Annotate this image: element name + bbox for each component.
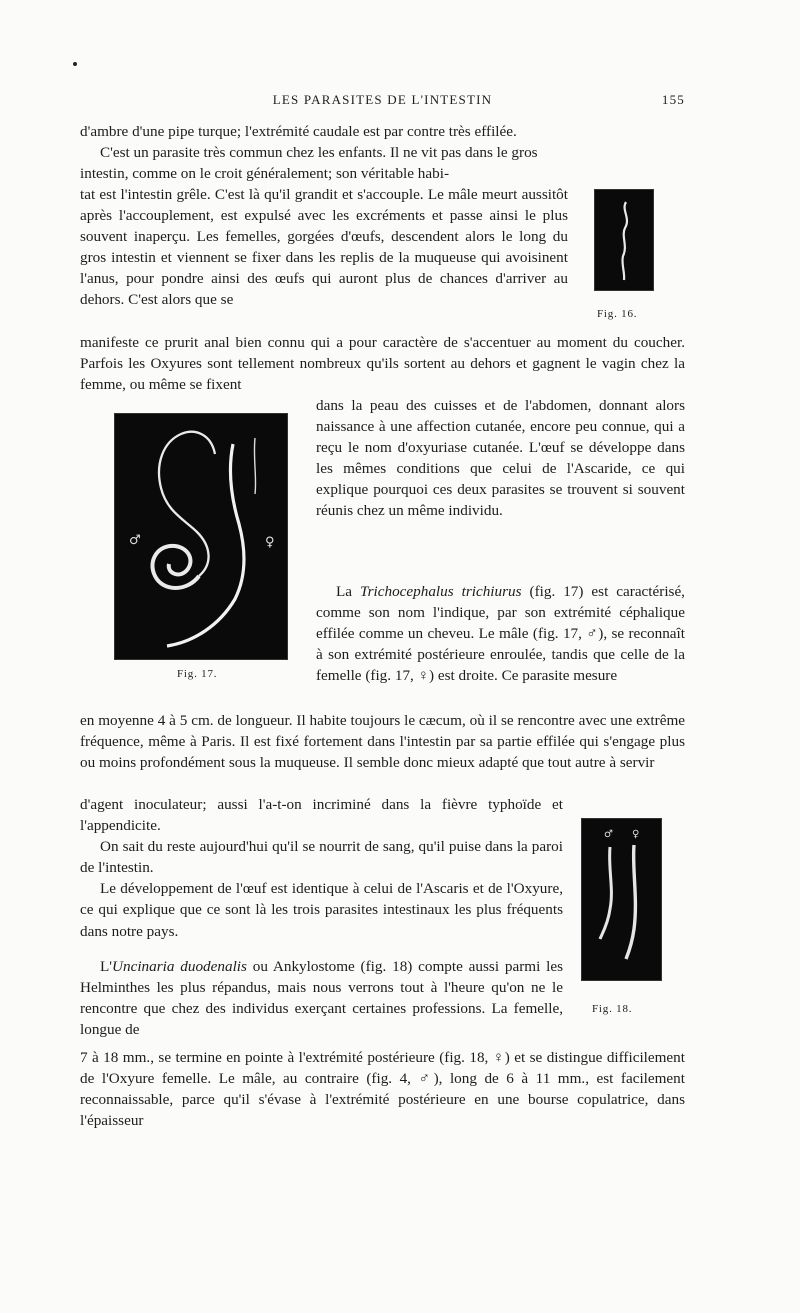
running-title: LES PARASITES DE L'INTESTIN <box>272 92 493 107</box>
fig17-female-symbol: ♀ <box>265 535 275 550</box>
figure-17-caption: Fig. 17. <box>177 668 218 680</box>
paragraph-oxyuriase: dans la peau des cuisses et de l'abdomen, donnant alors naissance à une affection cutanée, encore peu connue, qui a reçu le nom d'oxyuriase cutanée. L'œuf se développe dans les mêmes conditions que celui de l'Ascaride, ce qui explique pourquoi ces deux parasites se trouvent si souvent réunis chez un même individu. <box>316 397 685 520</box>
text-line: d'ambre d'une pipe turque; l'extrémité caudale est par contre très effilée. <box>80 123 517 140</box>
species-name: Trichocephalus trichiurus <box>360 583 522 600</box>
fig18-female-symbol: ♀ <box>632 829 640 840</box>
paragraph-ankylostome: 7 à 18 mm., se termine en pointe à l'extrémité postérieure (fig. 18, ♀) et se distingue difficilement de l'Oxyure femelle. Le mâle, au contraire (fig. 4, ♂), long de 6 à 11 mm., est facilement reconnaissable, parce qu'il s'évase à l'extrémité postérieure en une bourse copulatrice, dans l'épaisseur <box>80 1049 685 1130</box>
paragraph-trichocephalus: La Trichocephalus trichiurus (fig. 17) est caractérisé, comme son nom l'indique, par son extrémité céphalique effilée comme un cheveu. Le mâle (fig. 17, ♂), se reconnaît à son extrémité postérieure enroulée, tandis que celle de la femelle (fig. 17, ♀) est droite. Ce parasite mesure <box>316 583 685 685</box>
figure-17-image <box>114 413 288 660</box>
paragraph-inoculateur: d'agent inoculateur; aussi l'a-t-on incriminé dans la fièvre typhoïde et l'appendicite. On sait du reste aujourd'hui qu'il se nourrit de sang, qu'il puise dans la paroi de l'intestin. Le développement de l'œuf est identique à celui de l'Ascaris et de l'Oxyure, ce qui explique que ce sont là les trois parasites intestinaux les plus fréquents dans notre pays. L'Uncinaria duodenalis ou Ankylostome (fig. 18) compte aussi parmi les Helminthes les plus répandus, mais nous verrons tout à l'heure qu'on ne le rencontre que chez des individus exerçant certaines professions. La femelle, longue de <box>80 796 563 1038</box>
speck-mark <box>73 62 77 66</box>
page-number: 155 <box>661 92 685 107</box>
fig18-male-symbol: ♂ <box>604 829 613 840</box>
paragraph-prurit: manifeste ce prurit anal bien connu qui a pour caractère de s'accentuer au moment du coucher. Parfois les Oxyures sont tellement nombreux qu'ils sortent au dehors et gagnent le vagin chez la femme, ou même se fixent <box>80 334 685 394</box>
fig17-male-symbol: ♂ <box>129 533 141 548</box>
figure-18-image <box>581 818 662 981</box>
running-header <box>80 92 685 114</box>
figure-16-image <box>594 189 654 291</box>
paragraph-oxyure-intro <box>80 121 685 184</box>
paragraph-oxyure-habitat: tat est l'intestin grêle. C'est là qu'il grandit et s'accouple. Le mâle meurt aussitôt après l'accouplement, est expulsé avec les excréments et passe ainsi le plus souvent inaperçu. Les femelles, gorgées d'œufs, descendent alors le long du gros intestin et viennent se fixer dans les replis de la muqueuse qui avoisinent l'anus, pour pondre ainsi des œufs qui auront plus de chances d'arriver au dehors. C'est alors que se <box>80 186 568 309</box>
text-line: C'est un parasite très commun chez les enfants. Il ne vit pas dans le gros <box>100 144 538 162</box>
text-line: intestin, comme on le croit généralement; son véritable habi- <box>80 165 450 183</box>
figure-16-caption: Fig. 16. <box>597 308 638 320</box>
paragraph-caecum: en moyenne 4 à 5 cm. de longueur. Il habite toujours le cæcum, où il se rencontre avec une extrême fréquence, même à Paris. Il est fixé fortement dans l'intestin par sa partie effilée qui s'engage plus ou moins profondément sous la muqueuse. Il semble donc mieux adapté que tout autre à servir <box>80 712 685 772</box>
species-name: Uncinaria duodenalis <box>112 957 247 975</box>
figure-18-caption: Fig. 18. <box>592 1003 633 1015</box>
